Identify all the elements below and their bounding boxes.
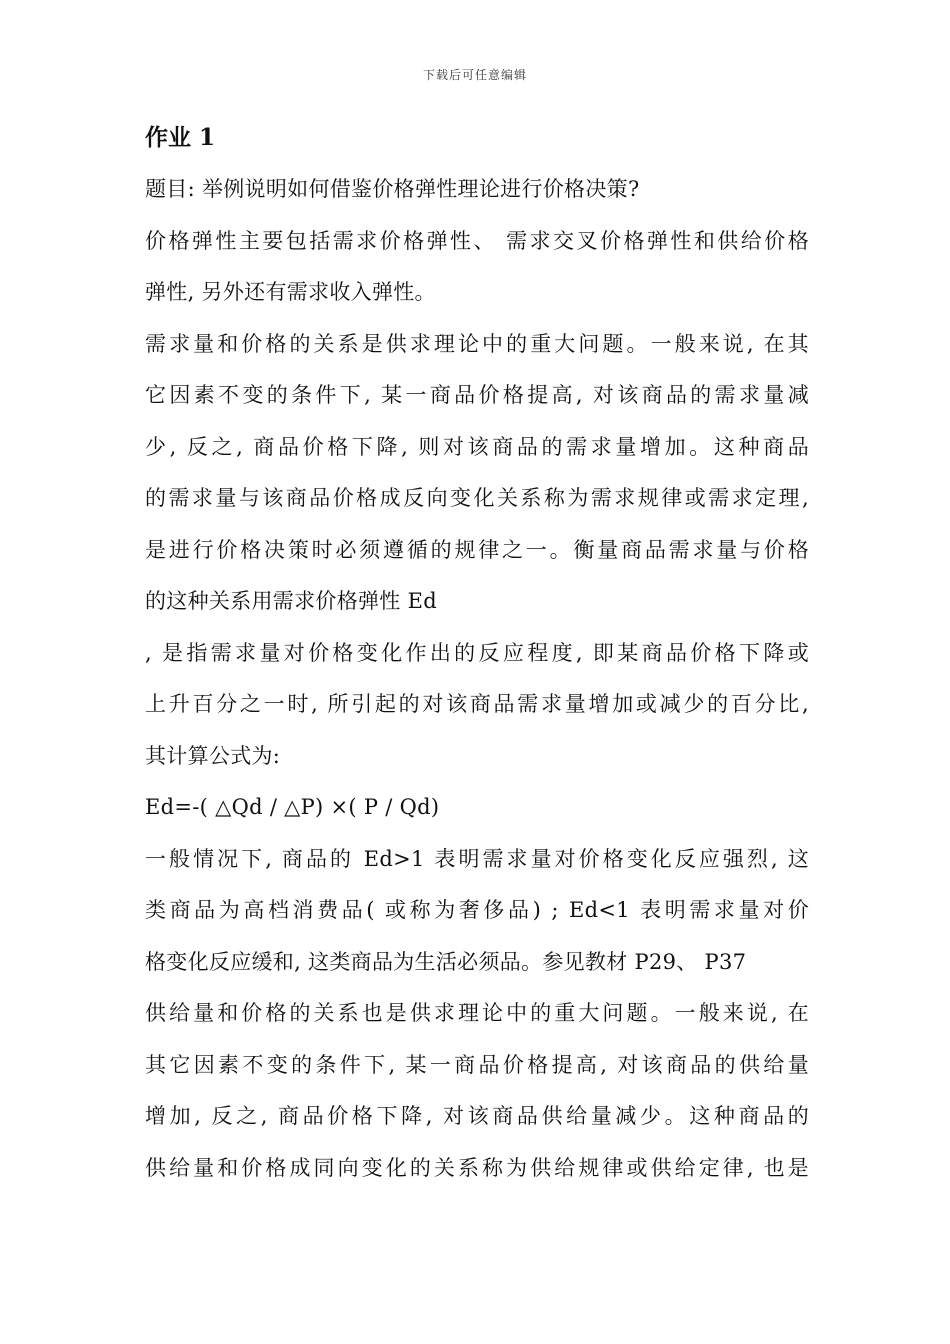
document-body: [145, 118, 809, 1194]
text-line: 价格弹性主要包括需求价格弹性、 需求交叉价格弹性和供给价格: [145, 228, 809, 253]
text-line: 增加, 反之, 商品价格下降, 对该商品供给量减少。这种商品的: [145, 1104, 809, 1128]
text-line: 其它因素不变的条件下, 某一商品价格提高, 对该商品的供给量: [145, 1052, 809, 1077]
text-line: 少, 反之, 商品价格下降, 则对该商品的需求量增加。这种商品: [145, 434, 809, 459]
text-line: 它因素不变的条件下, 某一商品价格提高, 对该商品的需求量减: [145, 383, 809, 407]
text-line: 供给量和价格的关系也是供求理论中的重大问题。一般来说, 在: [145, 1001, 809, 1025]
text-line: , 是指需求量对价格变化作出的反应程度, 即某商品价格下降或: [145, 640, 809, 665]
text-line: 是进行价格决策时必须遵循的规律之一。衡量商品需求量与价格: [145, 537, 809, 562]
text-line: 的这种关系用需求价格弹性 Ed: [145, 589, 437, 613]
text-line: 其计算公式为:: [145, 743, 281, 768]
text-line: 类商品为高档消费品( 或称为奢侈品) ; Ed<1 表明需求量对价: [145, 898, 809, 922]
text-line: 弹性, 另外还有需求收入弹性。: [145, 280, 436, 304]
formula-line: Ed=-( △Qd / △P) ×( P / Qd): [145, 795, 440, 819]
text-line: 一般情况下, 商品的 Ed>1 表明需求量对价格变化反应强烈, 这: [145, 846, 809, 871]
text-line: 题目: 举例说明如何借鉴价格弹性理论进行价格决策?: [145, 177, 640, 201]
text-line: 格变化反应缓和, 这类商品为生活必须品。参见教材 P29、 P37: [145, 949, 747, 974]
text-line: 上升百分之一时, 所引起的对该商品需求量增加或减少的百分比,: [145, 692, 809, 716]
text-line: 的需求量与该商品价格成反向变化关系称为需求规律或需求定理,: [145, 486, 809, 510]
text-line: 需求量和价格的关系是供求理论中的重大问题。一般来说, 在其: [145, 331, 809, 356]
assignment-title: 作业 1: [145, 124, 216, 151]
text-line: 供给量和价格成同向变化的关系称为供给规律或供给定律, 也是: [145, 1155, 809, 1180]
header-note: 下载后可任意编辑: [422, 68, 527, 82]
